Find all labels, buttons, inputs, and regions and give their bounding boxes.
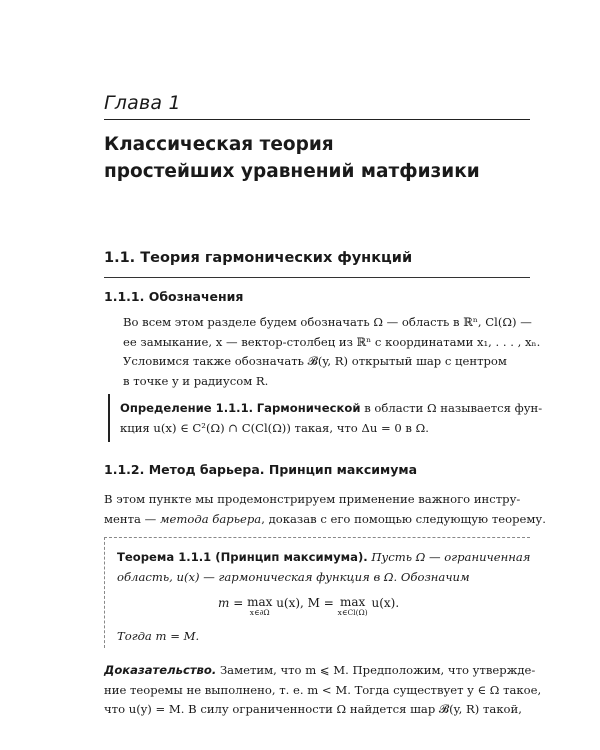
barrier-line-2 — [104, 510, 546, 530]
chapter-label: Глава 1 — [104, 92, 181, 114]
section-rule — [104, 277, 530, 278]
theorem-line-1-rest: Пусть Ω — ограниченная — [371, 550, 531, 564]
formula-m-part: m = — [218, 596, 248, 610]
theorem-label: Теорема 1.1.1 (Принцип максимума). — [117, 550, 368, 564]
section-heading: 1.1. Теория гармонических функций — [104, 250, 413, 266]
theorem-line-2: область, u(x) — гармоническая функция в Ω. Обозначим — [117, 569, 470, 584]
notation-line-3: Условимся также обозначать 𝓑(y, R) открытый шар с центром — [123, 354, 507, 369]
formula-max-closure — [338, 596, 368, 617]
theorem-conclusion: Тогда m = M. — [117, 629, 200, 643]
definition-margin-bar — [108, 394, 110, 442]
definition-line-2: кция u(x) ∈ C²(Ω) ∩ C(Cl(Ω)) такая, что Δu = 0 в Ω. — [120, 420, 429, 435]
proof-paragraph — [104, 661, 542, 720]
chapter-rule — [104, 119, 530, 120]
proof-line-2: ние теоремы не выполнено, т. е. m < M. Тогда существует y ∈ Ω такое, — [104, 682, 542, 697]
proof-line-1-rest: Заметим, что m ⩽ M. Предположим, что утвержде- — [219, 663, 536, 677]
subsection-heading-notation: 1.1.1. Обозначения — [104, 289, 244, 304]
formula-max-boundary — [247, 596, 272, 617]
chapter-title — [104, 131, 534, 185]
definition-block — [120, 399, 543, 438]
barrier-line-2-start: мента — — [104, 511, 160, 526]
proof-line-1 — [104, 661, 536, 681]
definition-label: Определение 1.1.1. — [120, 401, 254, 415]
subsection-heading-barrier: 1.1.2. Метод барьера. Принцип максимума — [104, 462, 418, 477]
barrier-method-term: метода барьера — [159, 511, 262, 526]
proof-label: Доказательство. — [104, 663, 217, 677]
barrier-line-1: В этом пункте мы продемонстрируем применение важного инстру- — [104, 492, 521, 506]
notation-line-1: Во всем этом разделе будем обозначать Ω — область в ℝⁿ, Cl(Ω) — — [123, 315, 532, 329]
formula-sub-closure: x∈Cl(Ω) — [337, 608, 368, 617]
notation-line-4: в точке y и радиусом R. — [123, 373, 269, 388]
chapter-title-line-1: Классическая теория — [104, 134, 334, 155]
notation-paragraph — [123, 313, 541, 391]
theorem-line-1 — [117, 548, 531, 568]
formula-sub-boundary: x∈∂Ω — [249, 608, 270, 617]
max-formula — [218, 596, 399, 617]
formula-max-label-1: max — [247, 595, 273, 609]
proof-line-3: что u(y) = M. В силу ограниченности Ω найдется шар 𝓑(y, R) такой, — [104, 702, 522, 717]
barrier-paragraph — [104, 490, 546, 529]
theorem-statement — [117, 548, 531, 587]
formula-max-label-2: max — [340, 595, 366, 609]
formula-end: u(x). — [367, 596, 400, 610]
definition-term: Гармонической — [256, 401, 361, 415]
definition-line-1-rest: в области Ω называется фун- — [364, 401, 543, 415]
chapter-title-line-2: простейших уравнений матфизики — [104, 161, 480, 182]
barrier-line-2-end: , доказав с его помощью следующую теорему. — [261, 511, 546, 526]
definition-line-1 — [120, 399, 543, 419]
notation-line-2: ее замыкание, x — вектор-столбец из ℝⁿ с координатами x₁, . . . , xₙ. — [123, 334, 541, 349]
formula-middle: u(x), M = — [272, 596, 338, 610]
